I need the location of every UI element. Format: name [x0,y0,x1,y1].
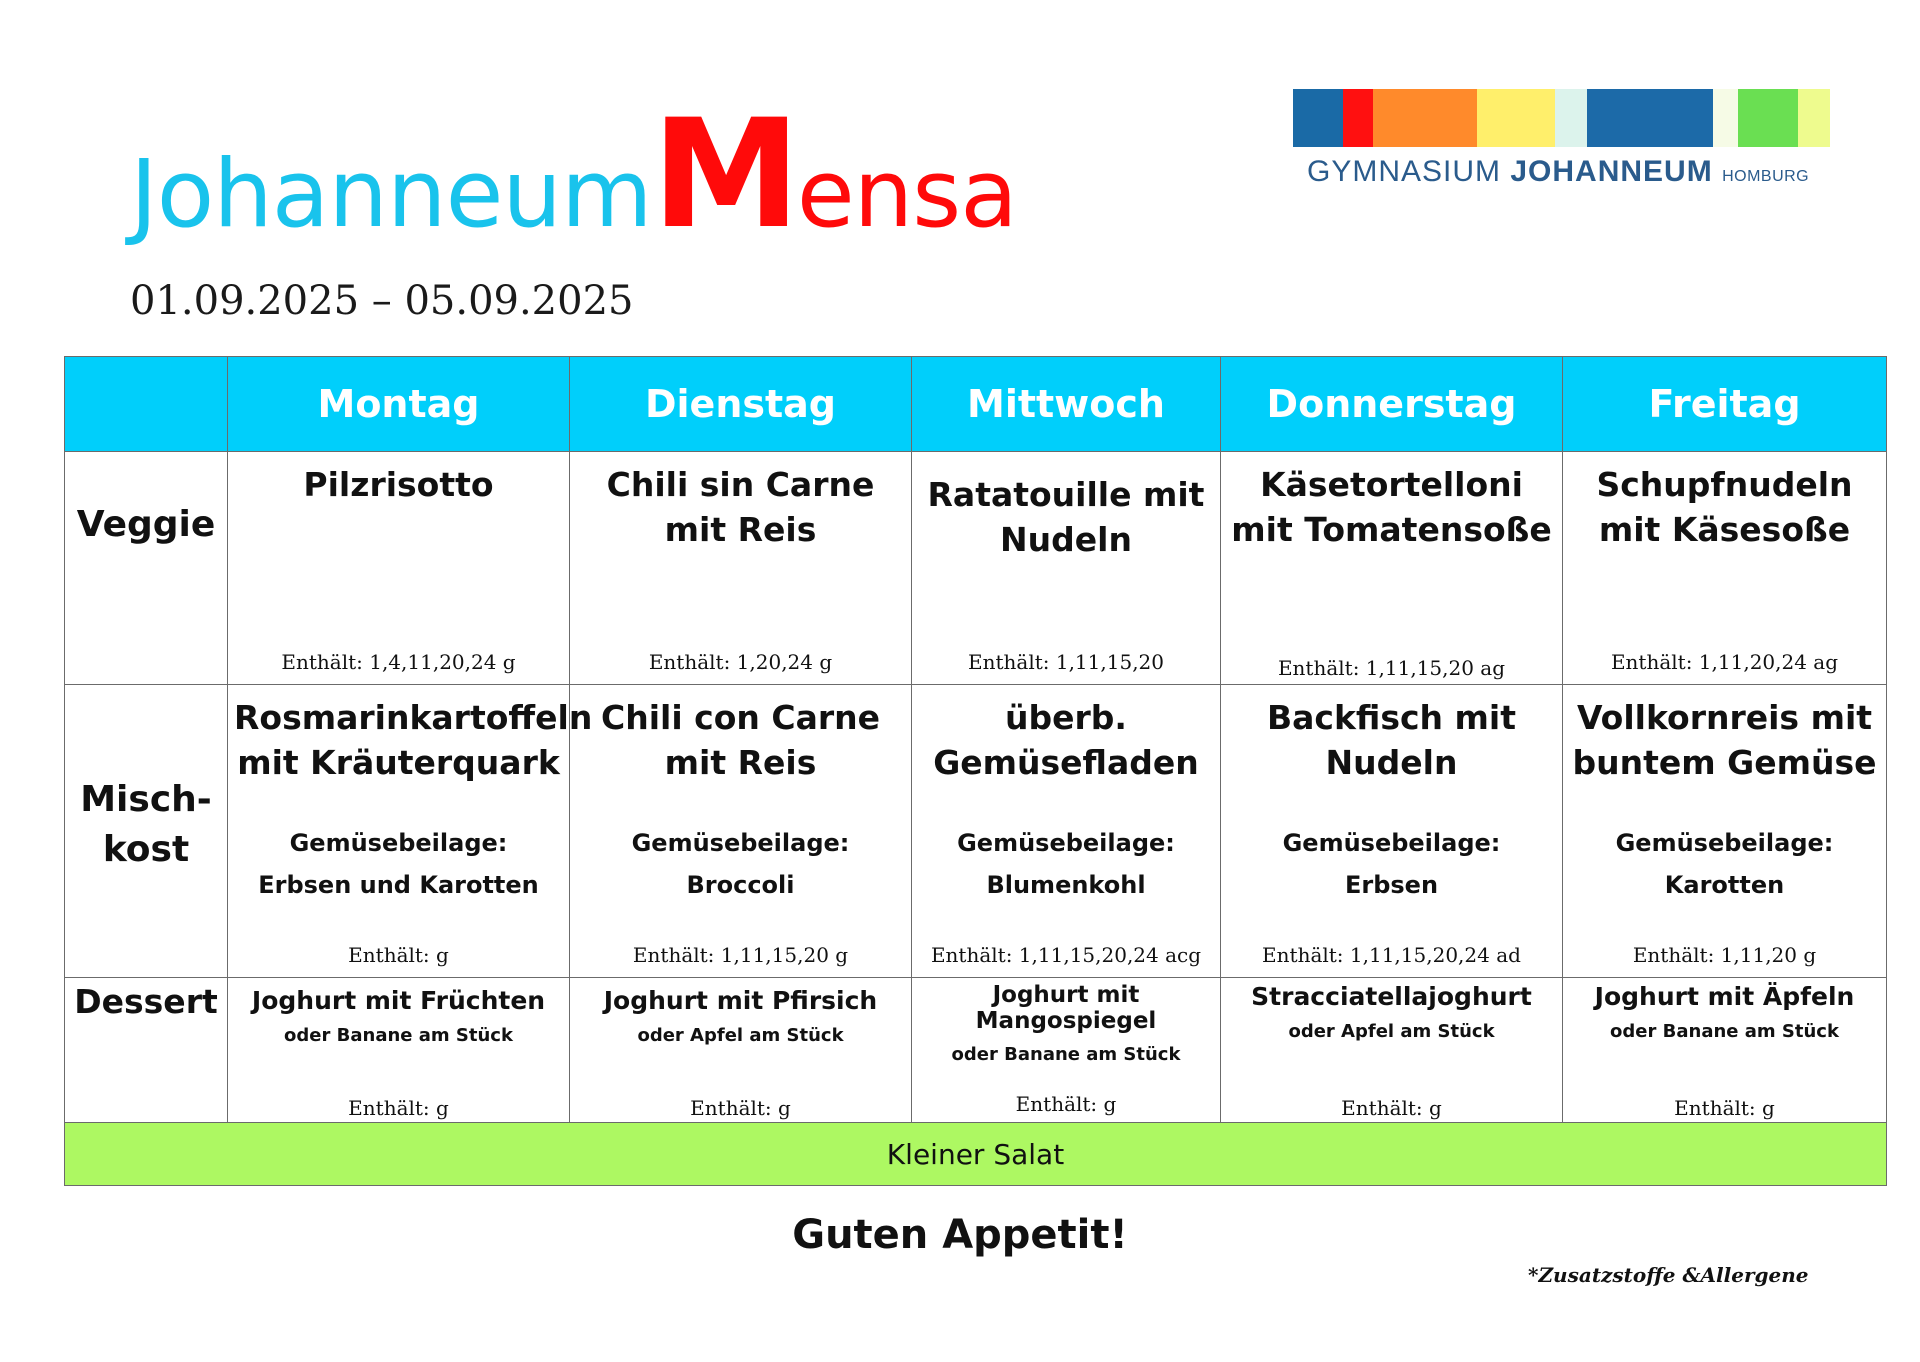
day-header-row [65,357,1887,452]
allergen-info: Enthält: g [1341,1096,1442,1120]
colorbar-segment [1713,89,1738,147]
colorbar-segment [1343,89,1373,147]
dessert-alternative: oder Banane am Stück [1610,1021,1839,1042]
allergen-info: Enthält: g [1015,1092,1117,1116]
side-label: Gemüsebeilage: [289,829,508,857]
school-name [1293,155,1833,189]
side-dish: Erbsen und Karotten [258,871,539,899]
allergen-info: Enthält: g [690,1096,791,1120]
allergen-info: Enthält: 1,11,20 g [1632,943,1817,967]
day-header: Donnerstag [1221,357,1563,452]
row-label-veggie: Veggie [65,452,228,685]
row-label-mixed: Misch- kost [65,685,228,978]
allergen-info: Enthält: g [1674,1096,1775,1120]
dessert-cell [228,978,570,1123]
allergen-info: Enthält: 1,11,15,20 [968,650,1164,674]
mixed-cell [228,685,593,978]
day-header: Mittwoch [912,357,1221,452]
mixed-cell [912,685,1221,978]
colorbar-segment [1373,89,1477,147]
allergen-info: Enthält: 1,11,15,20,24 acg [930,943,1202,967]
dessert-name: Joghurt mit Früchten [251,986,546,1015]
allergen-info: Enthält: 1,11,15,20 ag [1277,656,1506,680]
closing-text: Guten Appetit! [792,1212,1128,1258]
dessert-cell [1563,978,1887,1123]
veggie-cell [570,452,912,685]
dessert-alternative: oder Apfel am Stück [637,1025,844,1046]
veggie-cell [912,452,1221,685]
day-header: Dienstag [570,357,912,452]
title-m: M [651,88,797,262]
corner-cell [65,357,228,452]
mixed-cell [570,685,912,978]
dessert-cell [570,978,912,1123]
school-logo-colorbar [1293,89,1830,147]
dish-name: überb. Gemüsefladen [933,698,1199,782]
page-title [130,88,1017,262]
allergen-footnote: *Zusatzstoffe &Allergene [1528,1263,1809,1287]
menu-table [64,356,1887,1186]
dish-name: Vollkornreis mit buntem Gemüse [1572,698,1877,782]
school-logo [1293,89,1833,189]
date-range: 01.09.2025 – 05.09.2025 [130,278,634,324]
mixed-row [65,685,1887,978]
dish-name: Chili sin Carne mit Reis [606,465,875,549]
dish-name: Schupfnudeln mit Käsesoße [1596,465,1853,549]
dessert-cell [912,978,1221,1123]
side-label: Gemüsebeilage: [957,829,1175,857]
day-header: Freitag [1563,357,1887,452]
colorbar-segment [1477,89,1555,147]
side-dish: Broccoli [686,871,795,899]
allergen-info: Enthält: 1,11,15,20,24 ad [1262,943,1521,967]
school-name-suffix: HOMBURG [1722,168,1810,185]
side-dish: Blumenkohl [986,871,1146,899]
dish-name: Käsetortelloni mit Tomatensoße [1231,465,1552,549]
salad-row [65,1123,1887,1186]
title-ensa: ensa [796,140,1017,249]
dish-name: Backfisch mit Nudeln [1266,698,1517,782]
dish-name: Chili con Carne mit Reis [601,698,880,782]
side-label: Gemüsebeilage: [1282,829,1501,857]
dessert-name: Joghurt mit Pfirsich [603,986,878,1015]
allergen-info: Enthält: 1,11,20,24 ag [1610,650,1839,674]
dish-name: Ratatouille mit Nudeln [927,475,1205,559]
side-label: Gemüsebeilage: [631,829,850,857]
school-name-bold: JOHANNEUM [1510,155,1713,188]
mixed-cell [1563,685,1887,978]
colorbar-segment [1738,89,1798,147]
allergen-info: Enthält: 1,4,11,20,24 g [281,650,516,674]
veggie-cell [1563,452,1887,685]
side-dish: Karotten [1664,871,1785,899]
allergen-info: Enthält: 1,20,24 g [648,650,833,674]
dessert-alternative: oder Banane am Stück [284,1025,513,1046]
colorbar-segment [1293,89,1343,147]
mixed-cell [1221,685,1563,978]
veggie-cell [1221,452,1563,685]
side-label: Gemüsebeilage: [1615,829,1834,857]
dessert-alternative: oder Apfel am Stück [1288,1021,1495,1042]
dish-name: Rosmarinkartoffeln mit Kräuterquark [234,698,593,782]
veggie-cell [228,452,570,685]
colorbar-segment [1587,89,1713,147]
dessert-name: Joghurt mit Mangospiegel [975,982,1157,1034]
allergen-info: Enthält: g [348,943,449,967]
dish-name: Pilzrisotto [303,465,494,504]
veggie-row [65,452,1887,685]
dessert-name: Stracciatellajoghurt [1251,982,1532,1011]
dessert-name: Joghurt mit Äpfeln [1594,982,1855,1011]
dessert-cell [1221,978,1563,1123]
title-johanneum: Johanneum [130,140,652,249]
dessert-row [65,978,1887,1123]
day-header: Montag [228,357,570,452]
allergen-info: Enthält: 1,11,15,20 g [632,943,849,967]
dessert-alternative: oder Banane am Stück [951,1044,1181,1065]
colorbar-segment [1555,89,1587,147]
school-name-prefix: GYMNASIUM [1307,155,1511,188]
salad-cell: Kleiner Salat [65,1123,1887,1186]
allergen-info: Enthält: g [348,1096,449,1120]
side-dish: Erbsen [1344,871,1439,899]
row-label-dessert: Dessert [65,978,228,1123]
colorbar-segment [1798,89,1830,147]
